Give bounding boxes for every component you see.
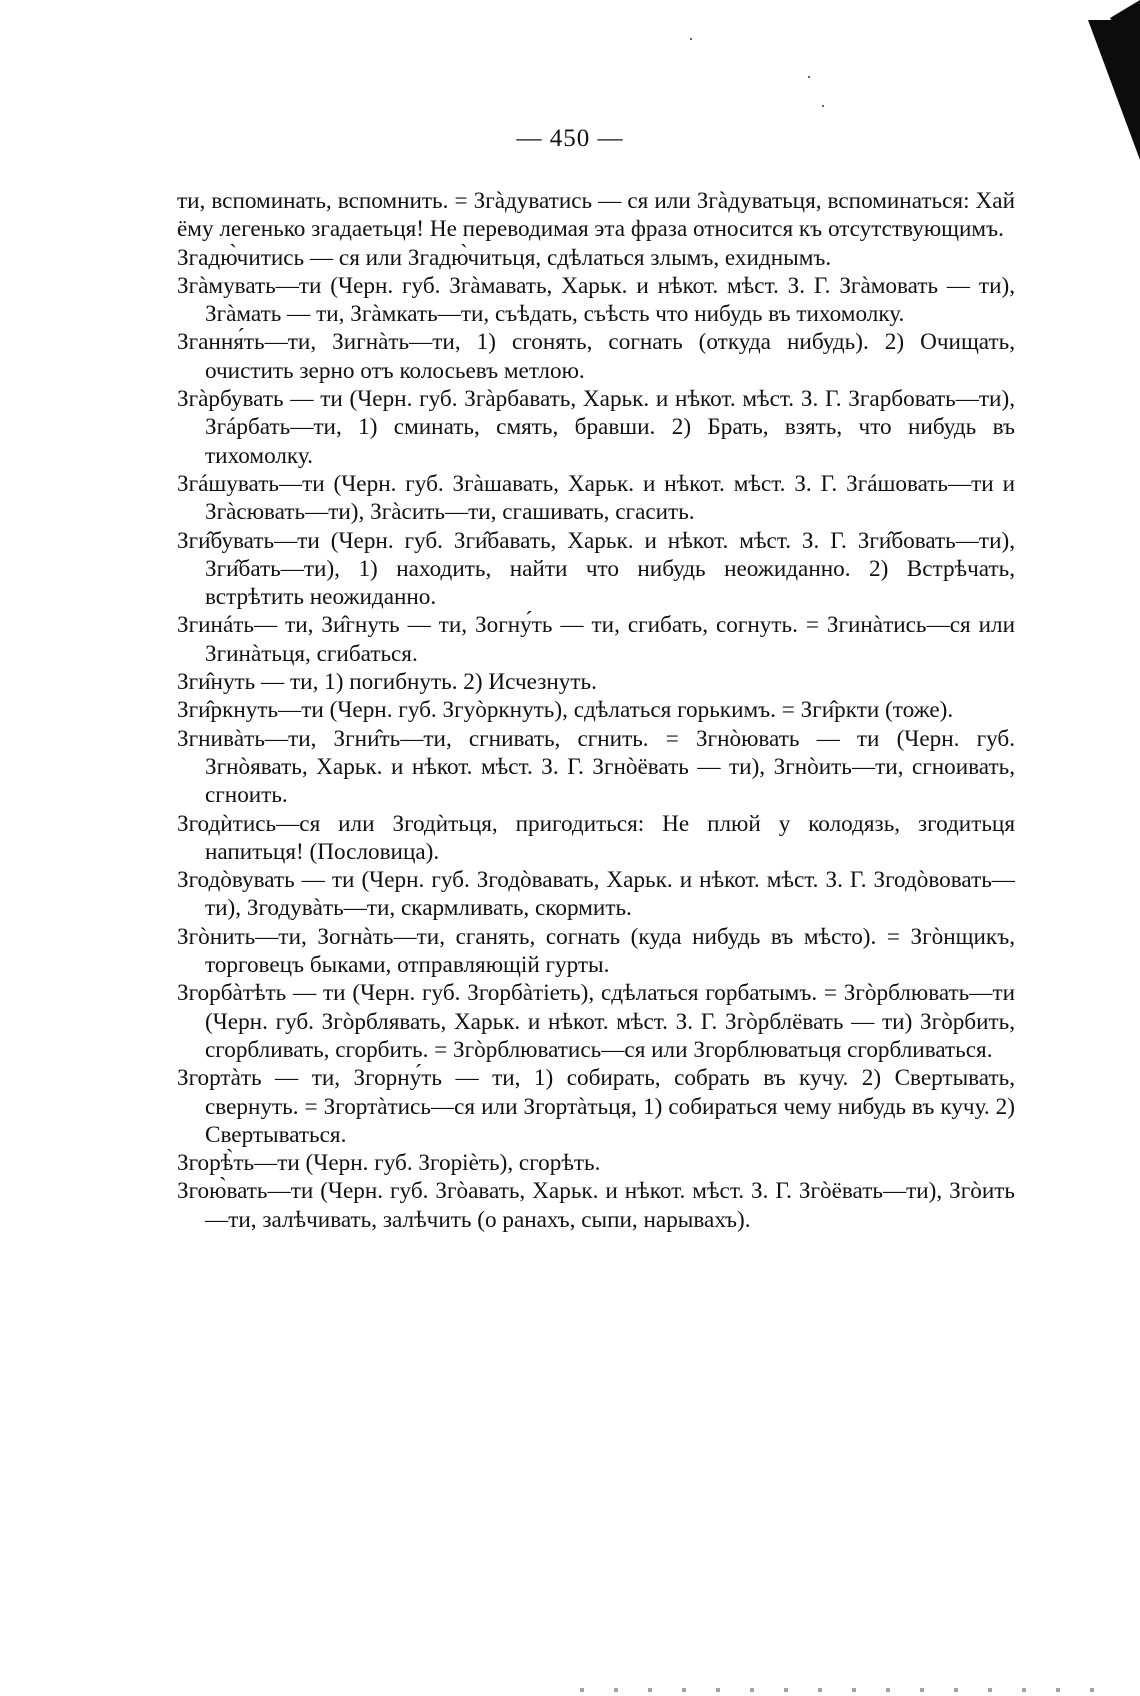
dictionary-text (177, 187, 1015, 1234)
scan-speck (690, 38, 692, 40)
dictionary-entry: Згодòвувать — ти (Черн. губ. Згодòвавать, Харьк. и нѣкот. мѣст. З. Г. Згодòвовать—ти), Згодувàть—ти, скармливать, скормить. (177, 867, 1015, 922)
dictionary-entry: Згою̀вать—ти (Черн. губ. Згòавать, Харьк. и нѣкот. мѣст. З. Г. Згòёвать—ти), Згòить—ти, залѣчивать, залѣчить (о ранахъ, сыпи, нарывахъ). (177, 1178, 1015, 1233)
dictionary-entry: Згàрбувать — ти (Черн. губ. Згàрбавать, Харьк. и нѣкот. мѣст. З. Г. Згарбовать—ти), Згáрбать—ти, 1) сминать, смять, бравши. 2) Брать, взять, что нибудь въ тихомолку. (177, 386, 1015, 469)
dictionary-entry: Згнивàть—ти, Згни̂ть—ти, сгнивать, сгнить. = Згнòювать — ти (Черн. губ. Згнòявать, Харьк. и нѣкот. мѣст. З. Г. Згнòёвать — ти), Згнòить—ти, сгноивать, сгноить. (177, 725, 1015, 809)
dictionary-entry: Згортàть — ти, Згорну́ть — ти, 1) собирать, собрать въ кучу. 2) Свертывать, свернуть. = Згортàтись—ся или Згортàтьця, 1) собираться чему нибудь въ кучу. 2) Свертываться. (177, 1065, 1015, 1148)
dictionary-entry: Згорбàтѣть — ти (Черн. губ. Згорбàтіеть), сдѣлаться горбатымъ. = Згòрблювать—ти (Черн. губ. Згòрблявать, Харьк. и нѣкот. мѣст. З. Г. Згòрблёвать — ти) Згòрбить, сгорбливать, сгорбить. = Згòрблюватись—ся или Згорблюватьця сгорбливаться. (177, 980, 1015, 1063)
dictionary-entry: Згодѝтись—ся или Згодѝтьця, пригодиться: Не плюй у колодязь, згодитьця напитьця! (Пословица). (177, 810, 1015, 865)
dictionary-entry: Зги̂бувать—ти (Черн. губ. Зги̂бавать, Харьк. и нѣкот. мѣст. З. Г. Зги̂бовать—ти), Зги̂бать—ти), 1) находить, найти что нибудь неожиданно. 2) Встрѣчать, встрѣтить неожиданно. (177, 527, 1015, 611)
dictionary-entry: Згинáть— ти, Зи̂гнуть — ти, Зогну́ть — ти, сгибать, согнуть. = Згинàтись—ся или Згинàтьця, сгибаться. (177, 612, 1015, 667)
dictionary-entry: Зги̂ркнуть—ти (Черн. губ. Згуòркнуть), сдѣлаться горькимъ. = Зги̂ркти (тоже). (177, 697, 954, 724)
dictionary-entry: Згорѣ̀ть—ти (Черн. губ. Згоріѐть), сгорѣть. (177, 1150, 601, 1177)
dictionary-entry: Згòнить—ти, Зогнàть—ти, сганять, согнать (куда нибудь въ мѣсто). = Згòнщикъ, торговецъ быками, отправляющій гурты. (177, 923, 1015, 979)
scan-bottom-marks (580, 1688, 1120, 1692)
scan-speck (822, 105, 824, 107)
dictionary-entry: Згáшувать—ти (Черн. губ. Згàшавать, Харьк. и нѣкот. мѣст. З. Г. Згáшовать—ти и Згàсювать—ти), Згàсить—ти, сгашивать, сгасить. (177, 470, 1015, 526)
dictionary-entry: Згадю̀читись — ся или Згадю̀читьця, сдѣлаться злымъ, ехиднымъ. (177, 244, 832, 271)
scan-speck (808, 76, 810, 78)
dictionary-entry: Згання́ть—ти, Зигнàть—ти, 1) сгонять, согнать (откуда нибудь). 2) Очищать, очистить зерно отъ колосьевъ метлою. (177, 329, 1015, 384)
page-number: — 450 — (516, 125, 624, 152)
dictionary-entry: ти, вспоминать, вспомнить. = Згàдуватись — ся или Згàдуватьця, вспоминаться: Хай ёму легенько згадаетьця! Не переводимая эта фраза относится къ отсутствующимъ. (177, 188, 1015, 243)
dictionary-entry: Зги̂нуть — ти, 1) погибнуть. 2) Исчезнуть. (177, 669, 597, 696)
dictionary-entry: Згàмувать—ти (Черн. губ. Згàмавать, Харьк. и нѣкот. мѣст. З. Г. Згàмовать — ти), Згàмать — ти, Згàмкать—ти, съѣдать, съѣсть что нибудь въ тихомолку. (177, 272, 1015, 328)
